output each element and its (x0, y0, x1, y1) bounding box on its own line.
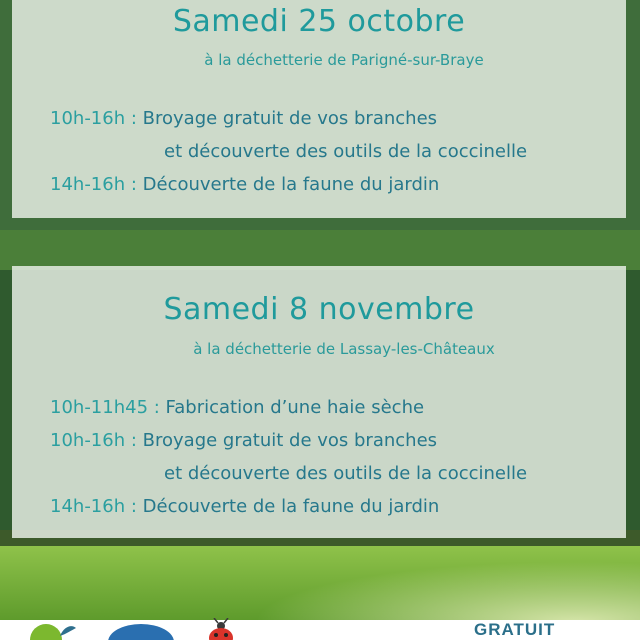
event-panel-2 (12, 266, 626, 538)
event-1-title: Samedi 25 octobre (172, 4, 466, 39)
event-1-line-1 (50, 108, 437, 129)
event-2-line-1-time: 10h-11h45 : (50, 397, 160, 418)
event-1-line-1-time: 10h-16h : (50, 108, 137, 129)
event-2-line-4-time: 14h-16h : (50, 496, 137, 517)
event-1-venue: à la déchetterie de Parigné-sur-Braye (204, 51, 484, 69)
event-1-line-2-text: et découverte des outils de la coccinelle (164, 141, 528, 162)
event-2-title: Samedi 8 novembre (163, 292, 475, 327)
green-leaf-logo (20, 622, 78, 640)
event-1-line-3-text: Découverte de la faune du jardin (142, 174, 440, 195)
ladybug-logo (204, 618, 238, 640)
event-2-venue: à la déchetterie de Lassay-les-Châteaux (193, 340, 495, 358)
event-1-line-2 (164, 141, 527, 162)
event-2-line-1-text: Fabrication d’une haie sèche (165, 397, 425, 418)
event-2-line-3-text: et découverte des outils de la coccinelle (164, 463, 528, 484)
event-2-line-1 (50, 397, 424, 418)
event-2-line-2-text: Broyage gratuit de vos branches (142, 430, 438, 451)
gratuit-label: GRATUIT (474, 620, 556, 639)
event-2-line-4-text: Découverte de la faune du jardin (142, 496, 440, 517)
event-1-line-3 (50, 174, 439, 195)
blue-circle-logo (106, 622, 176, 640)
event-1-line-3-time: 14h-16h : (50, 174, 137, 195)
event-panel-1 (12, 0, 626, 218)
event-2-line-3 (164, 463, 527, 484)
event-2-line-2-time: 10h-16h : (50, 430, 137, 451)
event-2-line-4 (50, 496, 439, 517)
event-2-line-2 (50, 430, 437, 451)
event-1-line-1-text: Broyage gratuit de vos branches (142, 108, 438, 129)
